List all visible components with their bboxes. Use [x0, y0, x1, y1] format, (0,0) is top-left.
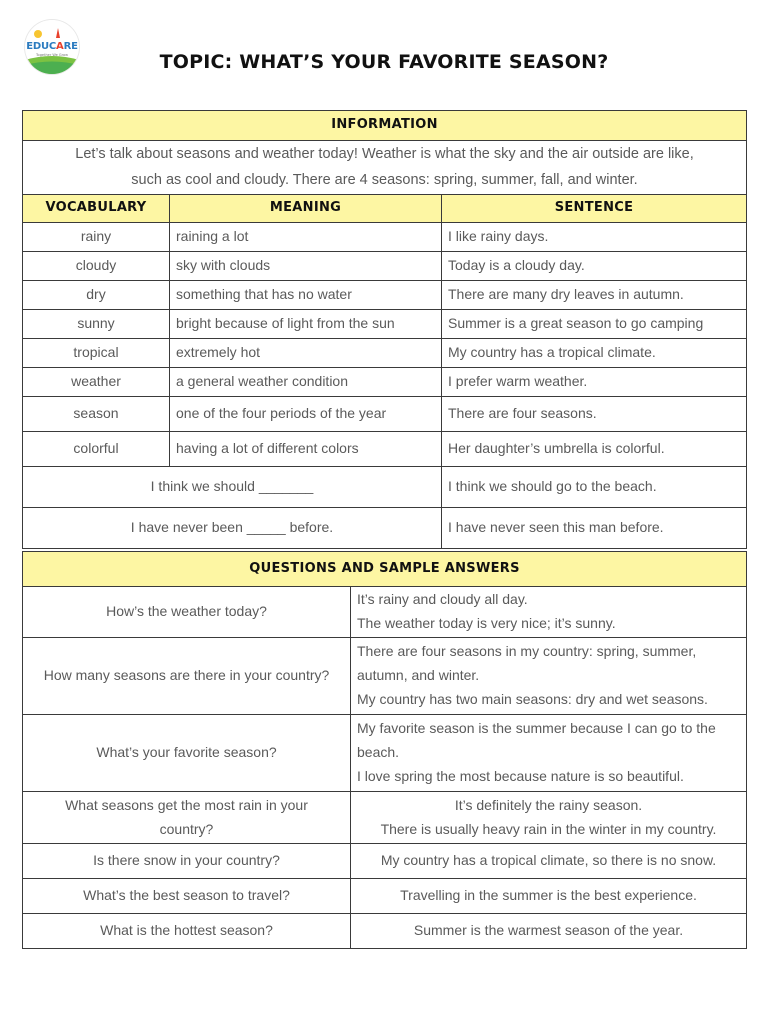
vocabulary-word: sunny [23, 310, 170, 339]
qa-question: What’s your favorite season? [23, 715, 351, 792]
structure-example: I have never seen this man before. [442, 508, 747, 549]
vocabulary-sentence: Her daughter’s umbrella is colorful. [442, 432, 747, 467]
information-text [23, 141, 747, 195]
structure-pattern: I have never been _____ before. [23, 508, 442, 549]
qa-answer: autumn, and winter. [357, 667, 480, 684]
structure-row [23, 508, 747, 549]
qa-question: What’s the best season to travel? [23, 879, 351, 914]
qa-table [22, 551, 747, 949]
qa-header: QUESTIONS AND SAMPLE ANSWERS [23, 552, 747, 587]
structure-pattern: I think we should _______ [23, 467, 442, 508]
structure-row [23, 467, 747, 508]
qa-answer: My country has two main seasons: dry and wet seasons. [357, 690, 708, 707]
vocabulary-row [23, 368, 747, 397]
qa-answer: beach. [357, 744, 400, 761]
qa-question-line: country? [159, 820, 214, 837]
qa-answer: There are four seasons in my country: spring, summer, [357, 643, 697, 660]
vocabulary-word: dry [23, 281, 170, 310]
vocabulary-word: colorful [23, 432, 170, 467]
vocabulary-sentence: There are four seasons. [442, 397, 747, 432]
qa-question: Is there snow in your country? [23, 844, 351, 879]
information-line: such as cool and cloudy. There are 4 seasons: spring, summer, fall, and winter. [131, 171, 638, 188]
vocabulary-row [23, 223, 747, 252]
qa-row [23, 715, 747, 792]
vocabulary-meaning: something that has no water [170, 281, 442, 310]
structure-example: I think we should go to the beach. [442, 467, 747, 508]
vocabulary-row [23, 432, 747, 467]
vocabulary-table [22, 110, 747, 549]
qa-row [23, 914, 747, 949]
vocabulary-word: tropical [23, 339, 170, 368]
vocabulary-meaning: one of the four periods of the year [170, 397, 442, 432]
vocabulary-sentence: There are many dry leaves in autumn. [442, 281, 747, 310]
qa-header-row [23, 552, 747, 587]
qa-answer: My country has a tropical climate, so there is no snow. [351, 844, 747, 879]
vocabulary-word: weather [23, 368, 170, 397]
vocabulary-header-row [23, 195, 747, 223]
qa-answer: It’s rainy and cloudy all day. [357, 591, 528, 608]
vocabulary-row [23, 281, 747, 310]
vocabulary-sentence: My country has a tropical climate. [442, 339, 747, 368]
qa-answers [351, 638, 747, 715]
page-title: TOPIC: WHAT’S YOUR FAVORITE SEASON? [159, 51, 609, 73]
information-header: INFORMATION [23, 111, 747, 141]
qa-answers [351, 715, 747, 792]
vocabulary-row [23, 397, 747, 432]
logo-wordmark: EDUCARE [26, 41, 78, 52]
qa-answer: I love spring the most because nature is so beautiful. [357, 767, 684, 784]
vocabulary-sentence: Today is a cloudy day. [442, 252, 747, 281]
vocabulary-word: season [23, 397, 170, 432]
vocabulary-sentence: I like rainy days. [442, 223, 747, 252]
logo-tagline: Together We Grow [36, 53, 68, 57]
vocabulary-column-header: VOCABULARY [23, 195, 170, 223]
qa-answer: It’s definitely the rainy season. [454, 796, 643, 813]
qa-row [23, 844, 747, 879]
vocabulary-row [23, 310, 747, 339]
vocabulary-word: rainy [23, 223, 170, 252]
qa-answer: There is usually heavy rain in the winter in my country. [380, 820, 717, 837]
qa-answer: Travelling in the summer is the best experience. [351, 879, 747, 914]
meaning-column-header: MEANING [170, 195, 442, 223]
information-row [23, 141, 747, 195]
vocabulary-sentence: I prefer warm weather. [442, 368, 747, 397]
vocabulary-meaning: having a lot of different colors [170, 432, 442, 467]
sentence-column-header: SENTENCE [442, 195, 747, 223]
vocabulary-word: cloudy [23, 252, 170, 281]
information-header-row [23, 111, 747, 141]
vocabulary-meaning: bright because of light from the sun [170, 310, 442, 339]
qa-row [23, 879, 747, 914]
vocabulary-meaning: extremely hot [170, 339, 442, 368]
vocabulary-row [23, 252, 747, 281]
vocabulary-meaning: sky with clouds [170, 252, 442, 281]
qa-question [23, 792, 351, 844]
qa-question: How many seasons are there in your country? [23, 638, 351, 715]
qa-answer: My favorite season is the summer because I can go to the [357, 720, 716, 737]
vocabulary-meaning: a general weather condition [170, 368, 442, 397]
qa-answer: Summer is the warmest season of the year. [351, 914, 747, 949]
qa-answer: The weather today is very nice; it’s sunny. [357, 615, 616, 631]
vocabulary-row [23, 339, 747, 368]
qa-answers [351, 587, 747, 638]
qa-answers [351, 792, 747, 844]
qa-row [23, 587, 747, 638]
qa-question: What is the hottest season? [23, 914, 351, 949]
qa-row [23, 638, 747, 715]
qa-question-line: What seasons get the most rain in your [65, 796, 308, 813]
information-line: Let’s talk about seasons and weather today! Weather is what the sky and the air outside are like, [75, 146, 694, 163]
vocabulary-meaning: raining a lot [170, 223, 442, 252]
vocabulary-sentence: Summer is a great season to go camping [442, 310, 747, 339]
qa-question: How’s the weather today? [23, 587, 351, 638]
qa-row [23, 792, 747, 844]
